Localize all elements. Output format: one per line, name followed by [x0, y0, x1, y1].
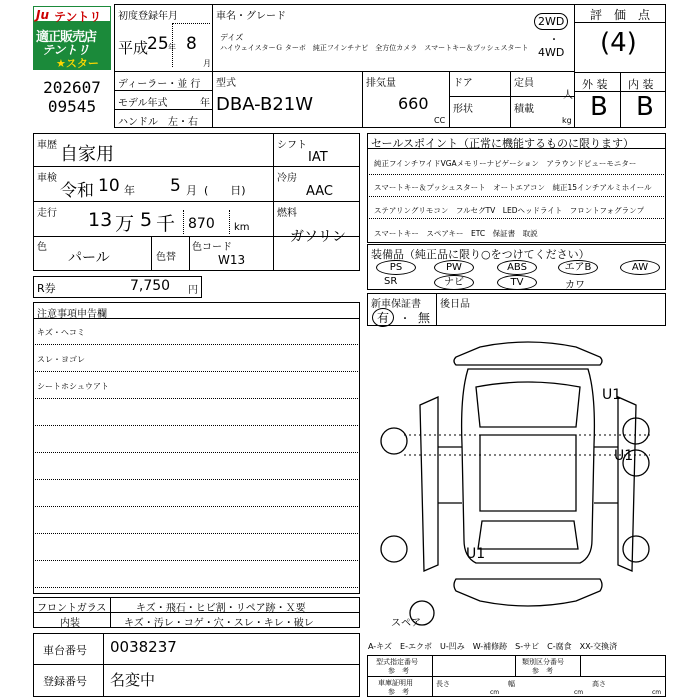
car-name-label: 車名・グレード [216, 11, 286, 22]
class-sub: 参 考 [532, 667, 553, 675]
length-unit: cm [490, 689, 500, 696]
note-rule [33, 425, 360, 426]
shift-label: シフト [277, 140, 307, 151]
drive-4wd: 4WD [538, 46, 565, 59]
windshield [476, 382, 580, 427]
chassis-label: 車台番号 [43, 644, 87, 657]
first-reg-month-unit: 月 [203, 59, 211, 68]
warranty-label: 新車保証書 [371, 299, 421, 310]
ac-label: 冷房 [277, 173, 297, 184]
equip-ps: PS [376, 260, 416, 275]
mileage-rest: 870 [188, 216, 215, 232]
equip-abs: ABS [497, 260, 537, 275]
handle-label: ハンドル 左・右 [118, 117, 198, 128]
registration-label: 登録番号 [43, 675, 87, 688]
displacement-value: 660 [398, 94, 429, 113]
first-reg-year-unit: 年 [168, 43, 176, 52]
dealer-label: ディーラー・並 行 [118, 79, 201, 90]
capacity-label: 定員 [514, 78, 534, 89]
first-reg-month: 8 [186, 34, 197, 54]
note-rule [33, 506, 360, 507]
equip-airbag: エアB [558, 260, 598, 275]
displacement-label: 排気量 [366, 78, 396, 89]
note-rule [33, 560, 360, 561]
mileage-sen: 5 [140, 209, 153, 231]
recycle-label: R券 [37, 282, 56, 295]
doors-label: ドア [453, 78, 473, 89]
note-rule [33, 479, 360, 480]
logo-top-band [34, 7, 110, 23]
rating-label: 評 価 点 [590, 8, 651, 22]
history-label: 車歴 [37, 140, 57, 151]
inspection-month: 5 [170, 176, 181, 196]
equip-pw: PW [434, 260, 474, 275]
roof [480, 435, 576, 511]
stock-number-line1: 202607 [43, 78, 101, 97]
drive-2wd: 2WD [534, 13, 568, 30]
sales-point-3: ステアリングリモコン フルセグTV LEDヘッドライト フロントフォグランプ [374, 206, 645, 215]
interior-grade: B [636, 92, 654, 122]
right-side [618, 397, 636, 571]
note-line-3: シートホシュウアト [37, 382, 109, 391]
equip-sr: SR [384, 276, 398, 287]
interior-label: 内 装 [628, 78, 654, 91]
displacement-unit: CC [434, 116, 446, 125]
logo [33, 6, 111, 70]
capacity-unit: 人 [563, 90, 573, 101]
note-rule [33, 587, 360, 588]
load-label: 積載 [514, 104, 534, 115]
note-rule [33, 344, 360, 345]
interior-label-row: 内装 [60, 618, 80, 629]
load-unit: kg [562, 116, 572, 125]
sales-point-2: スマートキー＆プッシュスタート オートエアコン 純正15インチアルミホイール [374, 183, 652, 192]
sales-points-label: セールスポイント（正常に機能するものに限ります） [371, 137, 635, 150]
inspection-era: 令和 [60, 181, 94, 201]
shift-value: IAT [308, 150, 328, 165]
first-reg-year: 25 [147, 34, 169, 54]
logo-line1: テントリ [54, 10, 102, 24]
rating-value: (4) [600, 28, 637, 58]
cert-sub: 参 考 [388, 688, 409, 696]
width-label: 幅 [508, 680, 515, 688]
sales-point-4: スマートキー スペアキー ETC 保証書 取説 [374, 229, 538, 238]
first-reg-label: 初度登録年月 [118, 11, 178, 22]
wheel-front-left [381, 428, 407, 454]
note-line-2: スレ・ヨゴレ [37, 355, 85, 364]
mileage-sen-unit: 千 [156, 213, 176, 235]
type-spec-sub: 参 考 [388, 667, 409, 675]
chassis-value: 0038237 [110, 638, 177, 656]
mileage-label: 走行 [37, 208, 57, 219]
later-label: 後日品 [440, 299, 470, 310]
inspection-label: 車検 [37, 173, 57, 184]
stock-number [33, 78, 111, 116]
note-rule [33, 452, 360, 453]
exterior-label: 外 装 [582, 78, 608, 91]
class-label: 類別区分番号 [522, 658, 564, 666]
ac-value: AAC [306, 184, 333, 199]
logo-ju-mark: Ju [36, 8, 50, 22]
height-label: 高さ [592, 680, 606, 688]
warranty-yes: 有 [372, 308, 394, 327]
fuel-label: 燃料 [277, 208, 297, 219]
warranty-sep: ・ [400, 314, 410, 325]
front-glass-label: フロントガラス [37, 603, 107, 614]
note-rule [33, 398, 360, 399]
length-label: 長さ [436, 680, 450, 688]
rear-bumper [454, 579, 602, 606]
equip-navi: ナビ [434, 275, 474, 290]
note-rule [33, 371, 360, 372]
note-rule [33, 533, 360, 534]
model-year-unit: 年 [200, 98, 210, 109]
mileage-unit: km [234, 222, 250, 233]
drive-sep: ・ [549, 35, 559, 46]
inspection-day: ( 日) [204, 184, 246, 197]
mark-u1-b: U1 [614, 448, 634, 464]
damage-legend: A-キズ E-エクボ U-凹み W-補修跡 S-サビ C-腐食 XX-交換済 [368, 642, 618, 651]
color-code: W13 [218, 253, 246, 267]
wheel-rear-left [381, 536, 407, 562]
wheel-rear-right [623, 536, 649, 562]
mark-u1-a: U1 [602, 387, 622, 403]
repaint-label: 色替 [156, 252, 176, 263]
width-unit: cm [574, 689, 584, 696]
stock-number-line2: 09545 [47, 97, 97, 116]
logo-line4: ★スター [56, 57, 99, 70]
history-value: 自家用 [60, 144, 114, 165]
type-spec-label: 型式指定番号 [376, 658, 418, 666]
recycle-value: 7,750 [130, 278, 171, 294]
recycle-unit: 円 [188, 285, 198, 296]
shape-label: 形状 [453, 104, 473, 115]
model-value: DBA-B21W [216, 94, 314, 115]
car-name: デイズ [220, 33, 244, 42]
notes-box [33, 302, 360, 594]
model-year-label: モデル年式 [118, 98, 168, 109]
inspection-year: 10 [98, 176, 120, 196]
recycle-box [33, 276, 202, 298]
left-side [420, 397, 438, 571]
warranty-no: 無 [418, 311, 431, 325]
front-bumper [454, 342, 602, 365]
inspection-year-unit: 年 [124, 184, 135, 197]
equip-tv: TV [497, 275, 537, 290]
logo-line2: 適正販売店 [36, 30, 97, 45]
registration-value: 名変中 [110, 671, 156, 689]
cert-label: 車庫証明用 [378, 679, 413, 687]
equip-leather: カワ [565, 280, 585, 291]
mark-u1-c: U1 [466, 546, 486, 562]
inspection-month-unit: 月 [186, 184, 197, 197]
equip-aw: AW [620, 260, 660, 275]
fuel-value: ガソリン [290, 229, 346, 245]
body-outline [462, 369, 595, 563]
rear-window [478, 521, 578, 549]
exterior-grade: B [590, 92, 608, 122]
height-unit: cm [652, 689, 662, 696]
front-glass-value: キズ・飛石・ヒビ割・リペア跡・Ｘ要 [136, 603, 306, 614]
color-label: 色 [37, 242, 47, 253]
mileage-man: 13 [88, 209, 113, 231]
spare-label: スペア [391, 618, 421, 629]
color-value: パール [68, 250, 110, 266]
first-reg-era: 平成 [118, 39, 149, 57]
car-grade: ハイウェイスターＧ ターボ 純正フインチナビ 全方位カメラ スマートキー＆プッシュスタート [220, 44, 529, 52]
sales-point-1: 純正フインチワイドVGAメモリーナビゲーション アラウンドビューモニター [374, 159, 637, 168]
mileage-man-unit: 万 [115, 213, 135, 235]
car-diagram [380, 335, 670, 635]
note-line-1: キズ・ヘコミ [37, 328, 85, 337]
color-code-label: 色コード [192, 242, 232, 253]
interior-value: キズ・汚レ・コゲ・穴・スレ・キレ・破レ [124, 618, 314, 629]
equipment-label: 装備品（純正品に限り○をつけてください） [371, 248, 590, 261]
notes-label: 注意事項申告欄 [37, 309, 107, 320]
model-label: 型式 [216, 78, 236, 89]
logo-line3: テントリ [42, 43, 90, 57]
